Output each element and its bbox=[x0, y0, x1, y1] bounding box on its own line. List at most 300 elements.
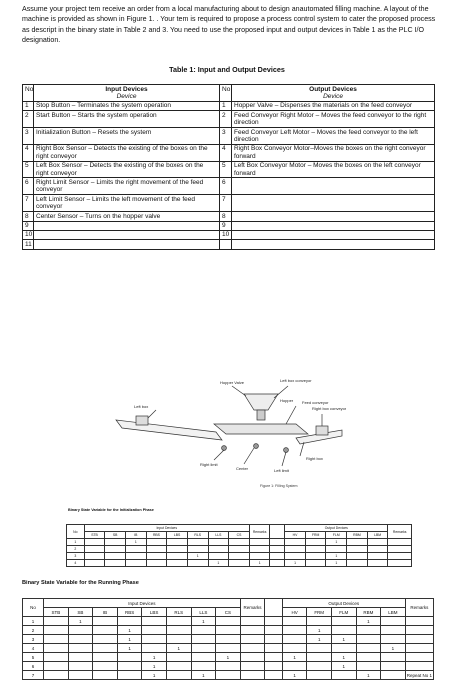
output-state-cell: 1 bbox=[285, 560, 306, 567]
left-limit-sensor-shape bbox=[284, 448, 289, 453]
spacer-cell bbox=[265, 671, 283, 680]
table1-caption: Table 1: Input and Output Devices bbox=[169, 65, 285, 74]
remarks-header-2: Remarks bbox=[388, 525, 412, 539]
table1-row bbox=[23, 221, 435, 230]
output-devices-title: Output Devices bbox=[309, 85, 357, 93]
output-state-cell: 1 bbox=[356, 617, 381, 626]
input-col-header: SB bbox=[105, 532, 126, 539]
input-state-cell bbox=[44, 644, 69, 653]
io-devices-table bbox=[22, 84, 435, 250]
input-state-cell bbox=[166, 662, 191, 671]
input-state-cell bbox=[146, 539, 167, 546]
table1-header-row bbox=[23, 85, 435, 102]
row-no-cell: 2 bbox=[23, 626, 44, 635]
input-state-cell bbox=[93, 644, 118, 653]
output-no-cell: 4 bbox=[220, 144, 232, 161]
input-col-header: LBS bbox=[142, 608, 167, 617]
row-no-cell: 7 bbox=[23, 671, 44, 680]
remark-cell bbox=[249, 546, 270, 553]
output-device-cell bbox=[232, 195, 435, 212]
output-col-header: FRM bbox=[307, 608, 332, 617]
spacer-cell bbox=[270, 539, 285, 546]
input-col-header: LLS bbox=[208, 532, 229, 539]
output-device-cell: Feed Conveyor Left Motor – Moves the feed conveyor to the left direction bbox=[232, 128, 435, 145]
input-device-cell bbox=[34, 230, 220, 239]
input-col-header: STB bbox=[44, 608, 69, 617]
output-col-header: HV bbox=[285, 532, 306, 539]
remark-cell-2 bbox=[405, 635, 433, 644]
output-device-cell: Hopper Valve – Dispenses the materials on the feed conveyor bbox=[232, 101, 435, 110]
table1-row bbox=[23, 111, 435, 128]
input-device-cell: Right Box Sensor – Detects the existing of the boxes on the right conveyor bbox=[34, 144, 220, 161]
output-device-cell: Left Box Conveyor Motor – Moves the boxes on the left conveyor forward bbox=[232, 161, 435, 178]
input-device-cell: Initialization Button – Resets the system bbox=[34, 128, 220, 145]
row-no-cell: 5 bbox=[23, 653, 44, 662]
input-state-cell: 1 bbox=[117, 626, 142, 635]
input-state-cell bbox=[167, 553, 188, 560]
input-state-cell bbox=[146, 553, 167, 560]
input-state-cell bbox=[93, 653, 118, 662]
input-state-cell bbox=[229, 560, 250, 567]
input-state-cell bbox=[125, 560, 146, 567]
output-devices-header bbox=[232, 85, 435, 102]
input-col-header: CS bbox=[216, 608, 241, 617]
output-state-cell bbox=[367, 553, 388, 560]
binary-row bbox=[23, 635, 434, 644]
input-state-cell bbox=[84, 539, 105, 546]
output-state-cell bbox=[381, 662, 406, 671]
output-state-cell: 1 bbox=[331, 662, 356, 671]
input-state-cell bbox=[187, 560, 208, 567]
input-state-cell bbox=[191, 653, 216, 662]
remarks-header: Remarks bbox=[249, 525, 270, 539]
binary-row bbox=[67, 560, 412, 567]
remark-cell-2 bbox=[388, 539, 412, 546]
input-no-cell: 4 bbox=[23, 144, 34, 161]
input-state-cell: 1 bbox=[187, 553, 208, 560]
input-state-cell: 1 bbox=[208, 560, 229, 567]
input-state-cell bbox=[105, 553, 126, 560]
output-state-cell: 1 bbox=[307, 635, 332, 644]
input-devices-title: Input Devices bbox=[105, 85, 148, 93]
output-device-cell bbox=[232, 240, 435, 249]
output-state-cell bbox=[307, 653, 332, 662]
remarks-header: Remarks bbox=[240, 599, 265, 617]
output-state-cell bbox=[307, 644, 332, 653]
input-state-cell: 1 bbox=[125, 539, 146, 546]
output-no-cell: 1 bbox=[220, 101, 232, 110]
output-devices-group-header: Output Devices bbox=[282, 599, 405, 608]
output-state-cell bbox=[282, 626, 307, 635]
col-no-header: No bbox=[23, 85, 34, 102]
binary-header-row bbox=[67, 525, 412, 532]
input-state-cell bbox=[191, 635, 216, 644]
col-no-header-2: No bbox=[220, 85, 232, 102]
binary-row bbox=[23, 617, 434, 626]
output-device-cell bbox=[232, 212, 435, 221]
input-state-cell bbox=[93, 662, 118, 671]
binary-init-caption: Binary State Variable for the Initialization Phase bbox=[68, 508, 154, 512]
remarks-header-2: Remarks bbox=[405, 599, 433, 617]
output-device-cell bbox=[232, 230, 435, 239]
input-state-cell bbox=[68, 653, 93, 662]
row-no-cell: 1 bbox=[23, 617, 44, 626]
remark-cell bbox=[240, 662, 265, 671]
table1-row bbox=[23, 128, 435, 145]
output-state-cell bbox=[356, 635, 381, 644]
input-state-cell bbox=[117, 662, 142, 671]
input-state-cell bbox=[84, 560, 105, 567]
input-state-cell bbox=[216, 617, 241, 626]
input-state-cell bbox=[167, 546, 188, 553]
input-state-cell bbox=[187, 546, 208, 553]
output-state-cell bbox=[305, 560, 326, 567]
output-state-cell bbox=[381, 635, 406, 644]
hopper-valve-shape bbox=[257, 410, 265, 420]
row-no-cell: 4 bbox=[23, 644, 44, 653]
binary-row bbox=[23, 671, 434, 680]
remark-cell bbox=[240, 671, 265, 680]
output-state-cell bbox=[307, 662, 332, 671]
output-devices-group-header: Output Devices bbox=[285, 525, 388, 532]
output-no-cell: 9 bbox=[220, 221, 232, 230]
input-state-cell bbox=[84, 546, 105, 553]
input-state-cell bbox=[142, 617, 167, 626]
label-hopper-valve: Hopper Valve bbox=[220, 380, 244, 385]
output-col-header: FLM bbox=[331, 608, 356, 617]
input-device-cell: Left Box Sensor – Detects the existing of the boxes on the right conveyor bbox=[34, 161, 220, 178]
output-state-cell bbox=[305, 546, 326, 553]
input-state-cell bbox=[44, 662, 69, 671]
input-devices-group-header: Input Devices bbox=[84, 525, 249, 532]
output-no-cell: 10 bbox=[220, 230, 232, 239]
input-state-cell bbox=[166, 671, 191, 680]
table1-row bbox=[23, 144, 435, 161]
table1-row bbox=[23, 195, 435, 212]
binary-row bbox=[67, 546, 412, 553]
binary-row bbox=[23, 644, 434, 653]
output-no-cell: 6 bbox=[220, 178, 232, 195]
output-device-cell: Feed Conveyor Right Motor – Moves the feed conveyor to the right direction bbox=[232, 111, 435, 128]
input-device-cell: Right Limit Sensor – Limits the right movement of the feed conveyor bbox=[34, 178, 220, 195]
spacer-cell bbox=[265, 644, 283, 653]
output-state-cell bbox=[331, 617, 356, 626]
input-no-cell: 5 bbox=[23, 161, 34, 178]
input-col-header: STB bbox=[84, 532, 105, 539]
output-state-cell: 1 bbox=[356, 671, 381, 680]
input-state-cell bbox=[146, 546, 167, 553]
remark-cell bbox=[249, 539, 270, 546]
input-state-cell bbox=[68, 662, 93, 671]
input-col-header: RLS bbox=[187, 532, 208, 539]
label-hopper: Hopper bbox=[280, 398, 294, 403]
input-state-cell bbox=[142, 635, 167, 644]
output-state-cell bbox=[282, 635, 307, 644]
input-state-cell bbox=[44, 617, 69, 626]
binary-row bbox=[23, 653, 434, 662]
output-state-cell bbox=[282, 662, 307, 671]
figure-caption: Figure 1: Filling System bbox=[260, 484, 298, 488]
remark-cell-2 bbox=[405, 644, 433, 653]
input-state-cell bbox=[229, 539, 250, 546]
output-state-cell bbox=[331, 644, 356, 653]
input-state-cell bbox=[117, 653, 142, 662]
input-col-header: SB bbox=[68, 608, 93, 617]
row-no-cell: 3 bbox=[67, 553, 85, 560]
input-state-cell bbox=[68, 635, 93, 644]
input-col-header: LBS bbox=[167, 532, 188, 539]
input-state-cell bbox=[105, 546, 126, 553]
output-state-cell bbox=[381, 653, 406, 662]
output-col-header: FRM bbox=[305, 532, 326, 539]
output-state-cell: 1 bbox=[326, 539, 347, 546]
binary-init-table bbox=[66, 524, 412, 567]
output-device-subheader: Device bbox=[323, 92, 343, 100]
input-state-cell bbox=[84, 553, 105, 560]
input-state-cell: 1 bbox=[216, 653, 241, 662]
input-state-cell bbox=[117, 617, 142, 626]
output-state-cell bbox=[331, 671, 356, 680]
col-no-header: No bbox=[23, 599, 44, 617]
remark-cell-2 bbox=[405, 617, 433, 626]
input-state-cell: 1 bbox=[191, 671, 216, 680]
input-state-cell bbox=[208, 539, 229, 546]
center-sensor-shape bbox=[254, 444, 259, 449]
input-state-cell bbox=[166, 626, 191, 635]
row-no-cell: 1 bbox=[67, 539, 85, 546]
input-col-header: IB bbox=[125, 532, 146, 539]
input-state-cell bbox=[191, 644, 216, 653]
table1-row bbox=[23, 178, 435, 195]
input-state-cell: 1 bbox=[142, 653, 167, 662]
input-state-cell bbox=[229, 546, 250, 553]
spacer-cell bbox=[265, 626, 283, 635]
input-devices-header bbox=[34, 85, 220, 102]
table1-row bbox=[23, 161, 435, 178]
input-state-cell bbox=[117, 671, 142, 680]
input-state-cell bbox=[191, 662, 216, 671]
input-state-cell: 1 bbox=[191, 617, 216, 626]
output-device-cell bbox=[232, 221, 435, 230]
intro-paragraph: Assume your project tem receive an order from a local manufacturing about to design anautomated filling machine. A layout of the machine is provided as shown in Figure 1. . Your tem is required to propose a process control system to cater the proposed process as descript in the binary state in Table 2 and 3. You need to use the proposed input and output devices in Table 1 as the PLC I/O designation. bbox=[22, 5, 436, 45]
left-conveyor-shape bbox=[116, 420, 222, 440]
binary-run-table bbox=[22, 598, 434, 680]
input-state-cell: 1 bbox=[142, 671, 167, 680]
output-state-cell bbox=[381, 617, 406, 626]
input-no-cell: 1 bbox=[23, 101, 34, 110]
input-no-cell: 3 bbox=[23, 128, 34, 145]
input-col-header: RLS bbox=[166, 608, 191, 617]
output-state-cell bbox=[305, 539, 326, 546]
output-state-cell bbox=[356, 653, 381, 662]
hopper-shape bbox=[244, 394, 278, 410]
input-device-cell: Start Button – Starts the system operation bbox=[34, 111, 220, 128]
input-no-cell: 11 bbox=[23, 240, 34, 249]
remark-cell bbox=[240, 626, 265, 635]
input-no-cell: 7 bbox=[23, 195, 34, 212]
output-state-cell: 1 bbox=[282, 671, 307, 680]
row-no-cell: 6 bbox=[23, 662, 44, 671]
input-devices-group-header: Input Devices bbox=[44, 599, 241, 608]
input-state-cell: 1 bbox=[142, 662, 167, 671]
label-left-box-conveyor: Left box conveyor bbox=[280, 378, 312, 383]
input-state-cell bbox=[44, 671, 69, 680]
output-state-cell bbox=[347, 553, 368, 560]
input-state-cell bbox=[93, 617, 118, 626]
spacer-cell bbox=[270, 560, 285, 567]
output-state-cell bbox=[356, 626, 381, 635]
output-no-cell: 5 bbox=[220, 161, 232, 178]
input-state-cell bbox=[216, 662, 241, 671]
label-left-limit: Left limit bbox=[274, 468, 289, 473]
input-device-cell: Left Limit Sensor – Limits the left movement of the feed conveyor bbox=[34, 195, 220, 212]
input-state-cell bbox=[68, 644, 93, 653]
input-state-cell bbox=[142, 644, 167, 653]
output-state-cell bbox=[331, 626, 356, 635]
input-state-cell bbox=[167, 539, 188, 546]
remark-cell-2 bbox=[388, 560, 412, 567]
output-state-cell bbox=[307, 671, 332, 680]
input-device-cell: Stop Button – Terminates the system operation bbox=[34, 101, 220, 110]
output-state-cell bbox=[356, 644, 381, 653]
label-right-box-conveyor: Right box conveyor bbox=[312, 406, 346, 411]
binary-subheader-row bbox=[67, 532, 412, 539]
binary-row bbox=[67, 539, 412, 546]
left-box-shape bbox=[136, 416, 148, 425]
remark-cell bbox=[240, 617, 265, 626]
input-state-cell bbox=[216, 644, 241, 653]
table1-row bbox=[23, 230, 435, 239]
output-state-cell: 1 bbox=[282, 653, 307, 662]
output-col-header: HV bbox=[282, 608, 307, 617]
input-state-cell bbox=[105, 539, 126, 546]
binary-row bbox=[23, 626, 434, 635]
input-device-cell: Center Sensor – Turns on the hopper valve bbox=[34, 212, 220, 221]
spacer-cell bbox=[265, 653, 283, 662]
row-no-cell: 2 bbox=[67, 546, 85, 553]
input-state-cell bbox=[216, 626, 241, 635]
output-col-header: RBM bbox=[347, 532, 368, 539]
binary-row bbox=[67, 553, 412, 560]
output-no-cell: 3 bbox=[220, 128, 232, 145]
remark-cell-2: Repeat No 1 bbox=[406, 672, 432, 678]
remark-cell bbox=[240, 635, 265, 644]
binary-row bbox=[23, 662, 434, 671]
input-state-cell bbox=[125, 546, 146, 553]
output-col-header: FLM bbox=[326, 532, 347, 539]
output-state-cell bbox=[381, 626, 406, 635]
input-state-cell bbox=[167, 560, 188, 567]
spacer-cell bbox=[265, 617, 283, 626]
output-state-cell: 1 bbox=[326, 560, 347, 567]
input-col-header: CS bbox=[229, 532, 250, 539]
remark-cell-2 bbox=[388, 553, 412, 560]
output-state-cell: 1 bbox=[331, 653, 356, 662]
output-state-cell: 1 bbox=[307, 626, 332, 635]
output-state-cell bbox=[285, 539, 306, 546]
input-state-cell bbox=[166, 635, 191, 644]
input-state-cell: 1 bbox=[117, 635, 142, 644]
input-device-subheader: Device bbox=[116, 92, 137, 100]
table1-row bbox=[23, 240, 435, 249]
label-center: Center bbox=[236, 466, 249, 471]
output-device-cell bbox=[232, 178, 435, 195]
input-col-header: IB bbox=[93, 608, 118, 617]
input-state-cell bbox=[105, 560, 126, 567]
label-left-box: Left box bbox=[134, 404, 149, 409]
binary-subheader-row bbox=[23, 608, 434, 617]
output-state-cell bbox=[347, 539, 368, 546]
input-state-cell bbox=[68, 671, 93, 680]
input-state-cell bbox=[68, 626, 93, 635]
input-no-cell: 6 bbox=[23, 178, 34, 195]
input-state-cell: 1 bbox=[117, 644, 142, 653]
output-col-header: LBM bbox=[367, 532, 388, 539]
spacer-cell bbox=[265, 662, 283, 671]
output-col-header: RBM bbox=[356, 608, 381, 617]
label-right-limit: Right limit bbox=[200, 462, 218, 467]
output-state-cell bbox=[367, 546, 388, 553]
output-state-cell bbox=[367, 560, 388, 567]
input-state-cell: 1 bbox=[166, 644, 191, 653]
label-right-box: Right box bbox=[306, 456, 323, 461]
output-state-cell bbox=[282, 617, 307, 626]
output-state-cell bbox=[347, 546, 368, 553]
right-box-shape bbox=[316, 426, 328, 435]
input-state-cell bbox=[125, 553, 146, 560]
input-state-cell bbox=[229, 553, 250, 560]
input-no-cell: 8 bbox=[23, 212, 34, 221]
right-limit-sensor-shape bbox=[222, 446, 227, 451]
input-state-cell: 1 bbox=[68, 617, 93, 626]
remark-cell bbox=[240, 653, 265, 662]
input-state-cell bbox=[93, 626, 118, 635]
output-no-cell: 8 bbox=[220, 212, 232, 221]
output-state-cell bbox=[305, 553, 326, 560]
remark-cell-2 bbox=[388, 546, 412, 553]
output-state-cell bbox=[381, 671, 406, 680]
input-state-cell bbox=[44, 653, 69, 662]
input-state-cell bbox=[187, 539, 208, 546]
input-no-cell: 9 bbox=[23, 221, 34, 230]
filling-system-figure bbox=[96, 372, 346, 480]
output-state-cell bbox=[356, 662, 381, 671]
spacer-cell bbox=[265, 635, 283, 644]
input-state-cell bbox=[208, 546, 229, 553]
input-state-cell bbox=[166, 653, 191, 662]
input-no-cell: 10 bbox=[23, 230, 34, 239]
spacer-cell bbox=[270, 525, 285, 539]
input-state-cell bbox=[44, 635, 69, 644]
input-col-header: LLS bbox=[191, 608, 216, 617]
spacer-cell bbox=[270, 553, 285, 560]
output-state-cell: 1 bbox=[381, 644, 406, 653]
output-state-cell bbox=[285, 553, 306, 560]
output-state-cell bbox=[285, 546, 306, 553]
remark-cell-2 bbox=[405, 626, 433, 635]
output-state-cell bbox=[282, 644, 307, 653]
input-state-cell bbox=[146, 560, 167, 567]
spacer-cell bbox=[265, 599, 283, 617]
input-state-cell bbox=[142, 626, 167, 635]
input-state-cell bbox=[191, 626, 216, 635]
remark-cell bbox=[249, 553, 270, 560]
table1-body bbox=[23, 101, 435, 249]
output-state-cell bbox=[326, 546, 347, 553]
input-state-cell bbox=[216, 671, 241, 680]
input-device-cell bbox=[34, 240, 220, 249]
remark-cell-2 bbox=[405, 662, 433, 671]
